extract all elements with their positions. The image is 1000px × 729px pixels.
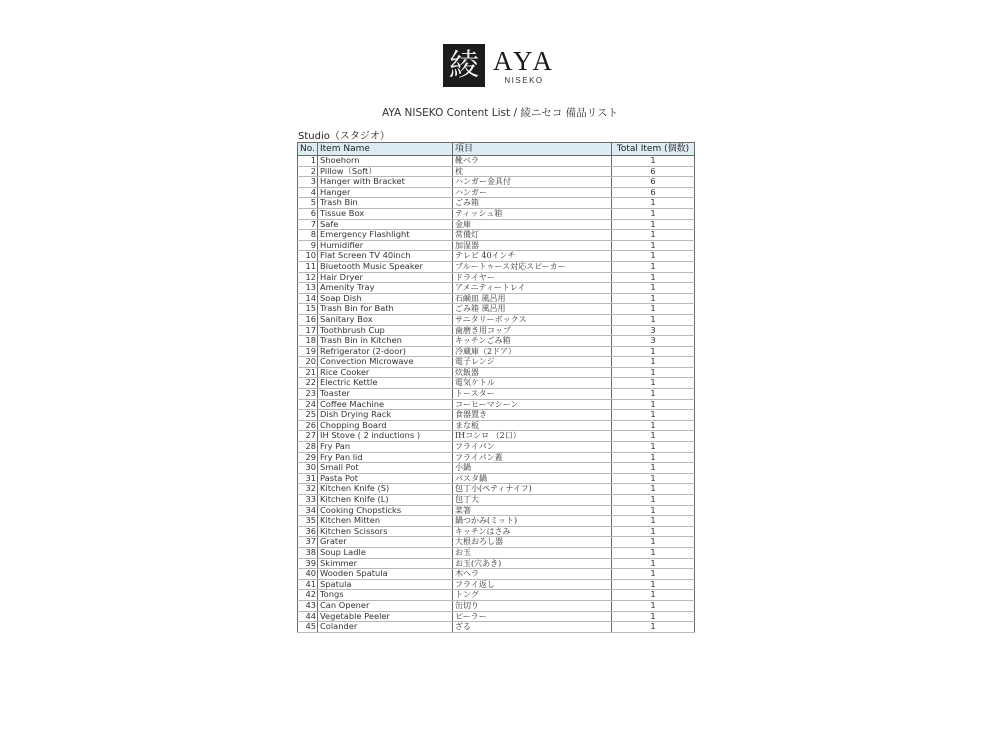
row-total: 6 (612, 166, 695, 177)
table-row (298, 569, 695, 580)
row-item-jp: パスタ鍋 (453, 473, 612, 484)
header-item-name: Item Name (318, 143, 453, 156)
row-number: 18 (298, 336, 318, 347)
row-total: 1 (612, 293, 695, 304)
section-title: Studio（スタジオ） (298, 131, 390, 142)
row-number: 1 (298, 156, 318, 167)
row-number: 28 (298, 442, 318, 453)
row-item-name: Kitchen Scissors (318, 526, 453, 537)
row-number: 14 (298, 293, 318, 304)
row-item-name: Trash Bin (318, 198, 453, 209)
row-item-name: Toothbrush Cup (318, 325, 453, 336)
row-number: 45 (298, 622, 318, 633)
row-total: 6 (612, 177, 695, 188)
row-item-jp: ピーラー (453, 611, 612, 622)
row-item-jp: ごみ箱 (453, 198, 612, 209)
header-no: No. (298, 143, 318, 156)
row-total: 1 (612, 537, 695, 548)
logo-name: AYA (493, 45, 556, 76)
table-row (298, 558, 695, 569)
logo-wordmark (493, 47, 555, 85)
table-row (298, 378, 695, 389)
table-row (298, 495, 695, 506)
row-item-name: Humidifier (318, 240, 453, 251)
table-row (298, 505, 695, 516)
row-number: 33 (298, 495, 318, 506)
row-item-name: Flat Screen TV 40inch (318, 251, 453, 262)
row-total: 1 (612, 240, 695, 251)
table-row (298, 314, 695, 325)
row-item-jp: サニタリーボックス (453, 314, 612, 325)
row-number: 41 (298, 579, 318, 590)
content-list-table (297, 142, 695, 633)
row-item-name: Small Pot (318, 463, 453, 474)
row-total: 1 (612, 495, 695, 506)
logo-mark-icon: 綾 (443, 44, 485, 87)
row-item-name: Emergency Flashlight (318, 230, 453, 241)
row-number: 39 (298, 558, 318, 569)
table-row (298, 442, 695, 453)
row-total: 1 (612, 452, 695, 463)
table-row (298, 420, 695, 431)
row-item-name: Hanger with Bracket (318, 177, 453, 188)
row-total: 1 (612, 367, 695, 378)
table-row (298, 336, 695, 347)
row-total: 1 (612, 346, 695, 357)
table-row (298, 283, 695, 294)
table-row (298, 452, 695, 463)
table-row (298, 526, 695, 537)
row-number: 16 (298, 314, 318, 325)
row-total: 1 (612, 590, 695, 601)
table-row (298, 547, 695, 558)
table-row (298, 622, 695, 633)
row-number: 11 (298, 261, 318, 272)
row-total: 1 (612, 558, 695, 569)
row-total: 1 (612, 283, 695, 294)
row-number: 42 (298, 590, 318, 601)
row-item-name: Toaster (318, 389, 453, 400)
row-number: 2 (298, 166, 318, 177)
row-total: 1 (612, 378, 695, 389)
row-total: 1 (612, 622, 695, 633)
row-number: 27 (298, 431, 318, 442)
row-item-name: Convection Microwave (318, 357, 453, 368)
row-total: 1 (612, 357, 695, 368)
row-number: 4 (298, 187, 318, 198)
row-item-name: Hair Dryer (318, 272, 453, 283)
row-item-jp: ドライヤー (453, 272, 612, 283)
row-number: 36 (298, 526, 318, 537)
row-item-name: Bluetooth Music Speaker (318, 261, 453, 272)
row-item-jp: コーヒーマシーン (453, 399, 612, 410)
table-row (298, 357, 695, 368)
header-total: Total Item (個数) (612, 143, 695, 156)
row-item-name: Kitchen Knife (S) (318, 484, 453, 495)
row-total: 3 (612, 325, 695, 336)
table-row (298, 410, 695, 421)
row-number: 23 (298, 389, 318, 400)
row-item-jp: 菜箸 (453, 505, 612, 516)
row-number: 20 (298, 357, 318, 368)
row-total: 1 (612, 431, 695, 442)
row-number: 3 (298, 177, 318, 188)
row-total: 1 (612, 208, 695, 219)
row-item-jp: 靴ベラ (453, 156, 612, 167)
row-number: 43 (298, 600, 318, 611)
row-item-jp: テレビ 40インチ (453, 251, 612, 262)
table-row (298, 177, 695, 188)
row-item-name: Vegetable Peeler (318, 611, 453, 622)
row-total: 1 (612, 569, 695, 580)
row-item-name: Hanger (318, 187, 453, 198)
row-item-name: Chopping Board (318, 420, 453, 431)
table-row (298, 484, 695, 495)
row-number: 38 (298, 547, 318, 558)
row-item-name: Tissue Box (318, 208, 453, 219)
row-item-jp: フライ返し (453, 579, 612, 590)
row-item-jp: IHコンロ （2口） (453, 431, 612, 442)
table-row (298, 230, 695, 241)
row-item-name: Grater (318, 537, 453, 548)
table-row (298, 346, 695, 357)
row-item-name: Trash Bin for Bath (318, 304, 453, 315)
row-item-name: Rice Cooker (318, 367, 453, 378)
table-row (298, 304, 695, 315)
table-row (298, 187, 695, 198)
header-item-jp: 項目 (453, 143, 612, 156)
row-item-jp: キッチンごみ箱 (453, 336, 612, 347)
row-total: 1 (612, 473, 695, 484)
row-number: 31 (298, 473, 318, 484)
row-item-jp: ごみ箱 風呂用 (453, 304, 612, 315)
row-item-jp: 電子レンジ (453, 357, 612, 368)
row-item-name: Trash Bin in Kitchen (318, 336, 453, 347)
row-number: 34 (298, 505, 318, 516)
row-item-name: Amenity Tray (318, 283, 453, 294)
row-total: 3 (612, 336, 695, 347)
row-item-jp: お玉 (453, 547, 612, 558)
row-number: 22 (298, 378, 318, 389)
table-row (298, 389, 695, 400)
document-title: AYA NISEKO Content List / 綾ニセコ 備品リスト (382, 107, 618, 119)
row-total: 1 (612, 484, 695, 495)
table-row (298, 261, 695, 272)
row-item-jp: 包丁大 (453, 495, 612, 506)
row-number: 12 (298, 272, 318, 283)
row-number: 24 (298, 399, 318, 410)
row-item-name: Shoehorn (318, 156, 453, 167)
row-item-jp: ティッシュ箱 (453, 208, 612, 219)
table-row (298, 198, 695, 209)
row-number: 9 (298, 240, 318, 251)
row-item-jp: 枕 (453, 166, 612, 177)
row-number: 17 (298, 325, 318, 336)
table-row (298, 219, 695, 230)
row-item-name: Fry Pan (318, 442, 453, 453)
row-item-name: Cooking Chopsticks (318, 505, 453, 516)
row-item-jp: 木ヘラ (453, 569, 612, 580)
table-row (298, 537, 695, 548)
row-number: 21 (298, 367, 318, 378)
row-total: 1 (612, 579, 695, 590)
row-total: 1 (612, 399, 695, 410)
row-total: 1 (612, 611, 695, 622)
row-total: 1 (612, 516, 695, 527)
row-total: 6 (612, 187, 695, 198)
table-row (298, 251, 695, 262)
row-number: 5 (298, 198, 318, 209)
row-number: 6 (298, 208, 318, 219)
row-item-name: Coffee Machine (318, 399, 453, 410)
row-item-jp: 冷蔵庫（2ドア） (453, 346, 612, 357)
row-total: 1 (612, 314, 695, 325)
row-item-jp: 常備灯 (453, 230, 612, 241)
row-item-name: Wooden Spatula (318, 569, 453, 580)
row-item-jp: ブルートゥース対応スピーカー (453, 261, 612, 272)
row-number: 30 (298, 463, 318, 474)
row-total: 1 (612, 272, 695, 283)
row-item-jp: 歯磨き用コップ (453, 325, 612, 336)
table-row (298, 325, 695, 336)
row-item-jp: フライパン (453, 442, 612, 453)
row-item-name: Dish Drying Rack (318, 410, 453, 421)
table-row (298, 367, 695, 378)
row-item-jp: ざる (453, 622, 612, 633)
row-item-jp: 加湿器 (453, 240, 612, 251)
row-item-jp: 食器置き (453, 410, 612, 421)
table-row (298, 240, 695, 251)
row-item-jp: 包丁小(ペティナイフ) (453, 484, 612, 495)
row-item-jp: 石鹸皿 風呂用 (453, 293, 612, 304)
row-item-name: Fry Pan lid (318, 452, 453, 463)
row-item-name: Can Opener (318, 600, 453, 611)
row-number: 40 (298, 569, 318, 580)
table-row (298, 516, 695, 527)
table-row (298, 208, 695, 219)
row-number: 25 (298, 410, 318, 421)
row-item-jp: 缶切り (453, 600, 612, 611)
row-item-jp: 小鍋 (453, 463, 612, 474)
row-number: 26 (298, 420, 318, 431)
table-row (298, 590, 695, 601)
row-item-name: Kitchen Knife (L) (318, 495, 453, 506)
row-item-name: Soap Dish (318, 293, 453, 304)
row-item-jp: トースター (453, 389, 612, 400)
row-item-jp: 鍋つかみ(ミット) (453, 516, 612, 527)
table-row (298, 473, 695, 484)
table-row (298, 156, 695, 167)
row-total: 1 (612, 219, 695, 230)
row-item-jp: お玉(穴あき) (453, 558, 612, 569)
row-number: 19 (298, 346, 318, 357)
row-item-name: Electric Kettle (318, 378, 453, 389)
row-number: 7 (298, 219, 318, 230)
table-row (298, 463, 695, 474)
row-total: 1 (612, 304, 695, 315)
table-row (298, 272, 695, 283)
row-total: 1 (612, 442, 695, 453)
row-item-jp: アメニティートレイ (453, 283, 612, 294)
row-number: 35 (298, 516, 318, 527)
row-item-name: Soup Ladle (318, 547, 453, 558)
row-item-name: Refrigerator (2-door) (318, 346, 453, 357)
table-row (298, 166, 695, 177)
row-total: 1 (612, 198, 695, 209)
row-item-name: Pasta Pot (318, 473, 453, 484)
row-number: 8 (298, 230, 318, 241)
row-item-jp: フライパン蓋 (453, 452, 612, 463)
table-header-row (298, 143, 695, 156)
row-item-jp: ハンガー (453, 187, 612, 198)
row-total: 1 (612, 389, 695, 400)
row-item-jp: ハンガー金具付 (453, 177, 612, 188)
row-total: 1 (612, 420, 695, 431)
row-item-name: Skimmer (318, 558, 453, 569)
table-row (298, 611, 695, 622)
row-number: 13 (298, 283, 318, 294)
row-number: 44 (298, 611, 318, 622)
row-item-name: Spatula (318, 579, 453, 590)
row-item-name: IH Stove ( 2 inductions ) (318, 431, 453, 442)
row-number: 29 (298, 452, 318, 463)
aya-niseko-logo (443, 44, 555, 87)
row-item-jp: 電気ケトル (453, 378, 612, 389)
row-item-name: Tongs (318, 590, 453, 601)
row-total: 1 (612, 410, 695, 421)
row-number: 10 (298, 251, 318, 262)
table-row (298, 293, 695, 304)
row-item-name: Sanitary Box (318, 314, 453, 325)
table-row (298, 431, 695, 442)
row-total: 1 (612, 505, 695, 516)
row-total: 1 (612, 230, 695, 241)
row-item-jp: まな板 (453, 420, 612, 431)
table-row (298, 399, 695, 410)
row-total: 1 (612, 261, 695, 272)
row-item-jp: 金庫 (453, 219, 612, 230)
row-item-jp: キッチンはさみ (453, 526, 612, 537)
row-item-jp: 大根おろし器 (453, 537, 612, 548)
row-item-name: Pillow（Soft） (318, 166, 453, 177)
row-number: 37 (298, 537, 318, 548)
row-item-jp: 炊飯器 (453, 367, 612, 378)
table-row (298, 579, 695, 590)
row-item-name: Kitchen Mitten (318, 516, 453, 527)
row-total: 1 (612, 463, 695, 474)
row-total: 1 (612, 600, 695, 611)
table-body (298, 156, 695, 633)
table-row (298, 600, 695, 611)
row-number: 15 (298, 304, 318, 315)
row-item-name: Colander (318, 622, 453, 633)
row-number: 32 (298, 484, 318, 495)
row-item-jp: トング (453, 590, 612, 601)
row-total: 1 (612, 251, 695, 262)
logo-subtitle: NISEKO (504, 75, 544, 85)
row-total: 1 (612, 547, 695, 558)
row-total: 1 (612, 156, 695, 167)
row-total: 1 (612, 526, 695, 537)
row-item-name: Safe (318, 219, 453, 230)
